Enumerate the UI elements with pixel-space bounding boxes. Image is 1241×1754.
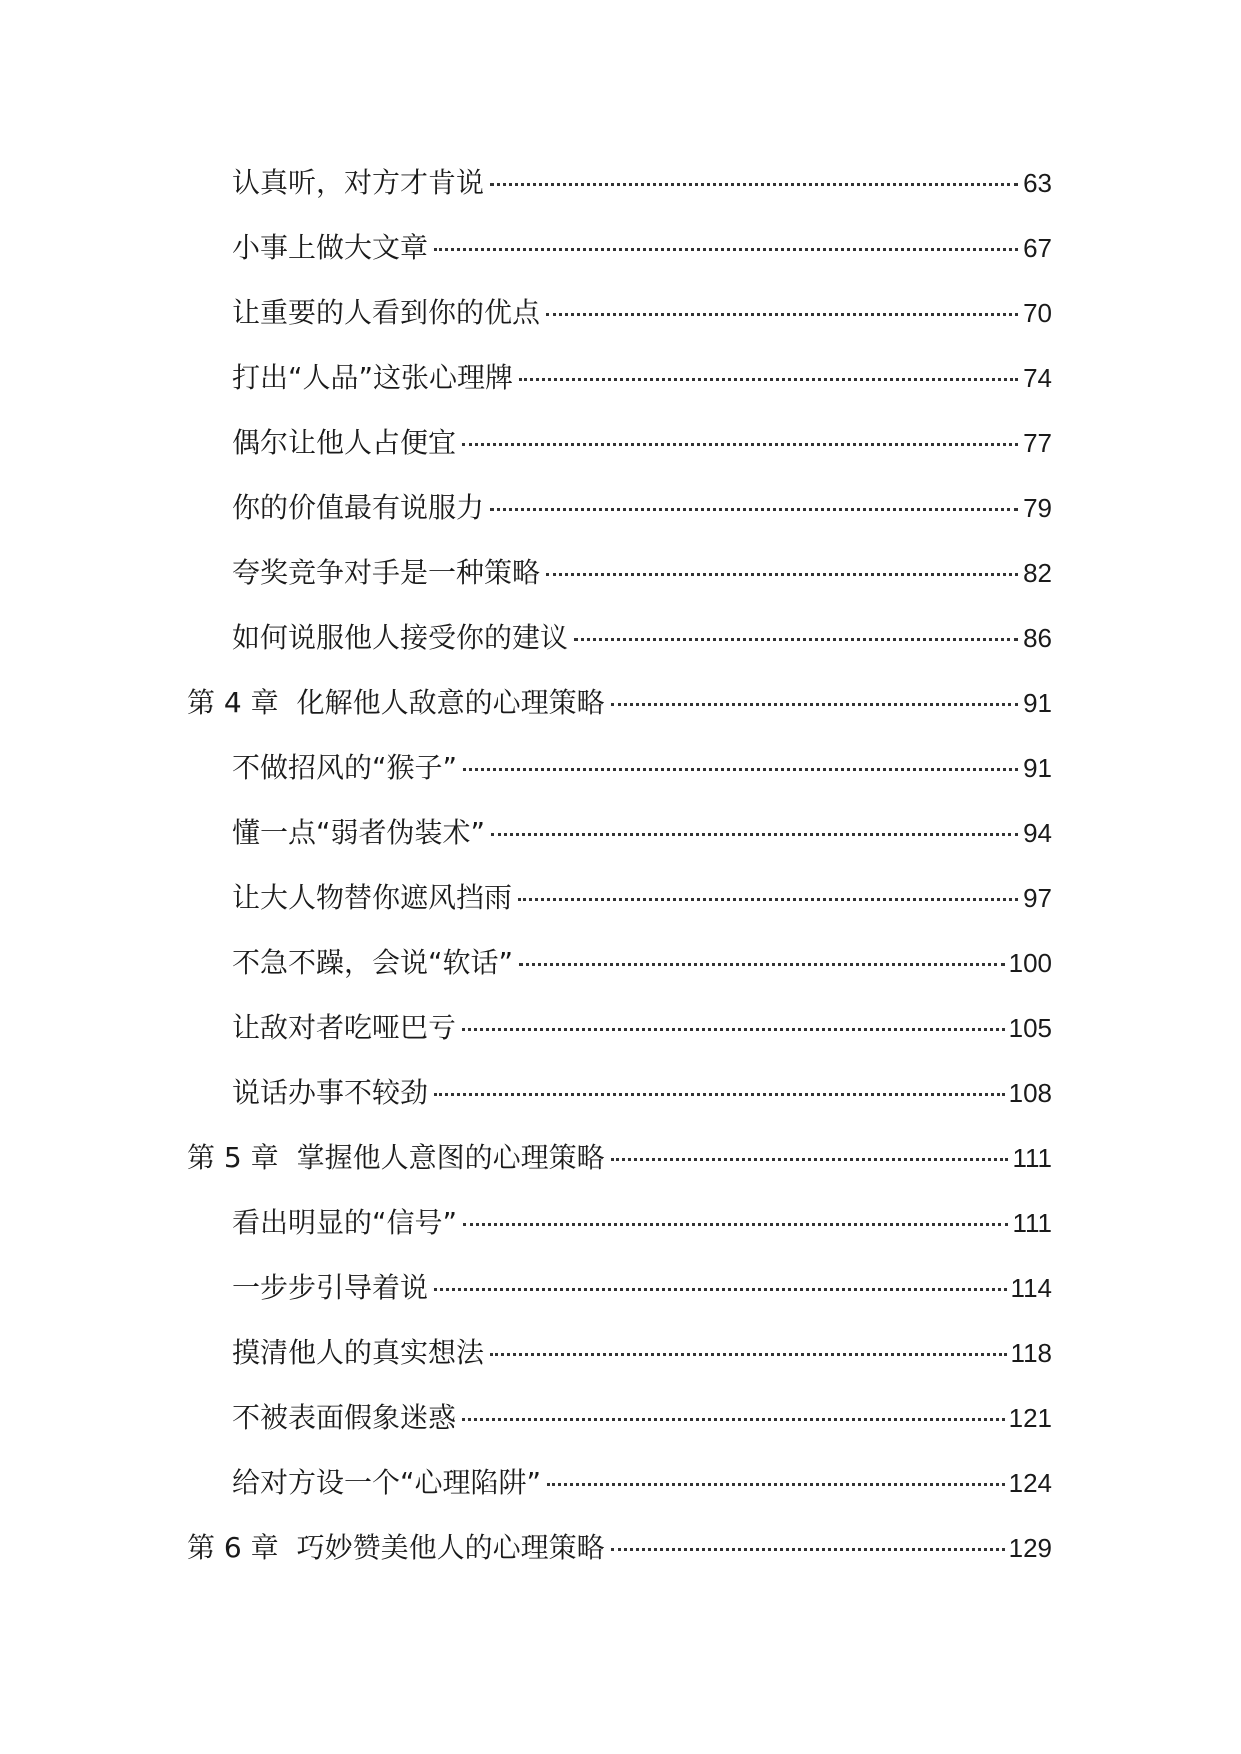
toc-section-entry[interactable] — [0, 410, 1241, 475]
toc-section-entry[interactable] — [0, 1190, 1241, 1255]
dot-leader — [546, 573, 1018, 576]
dot-leader — [546, 313, 1018, 316]
toc-section-entry[interactable] — [0, 800, 1241, 865]
chapter-number: 第 4 章 — [187, 686, 279, 719]
dot-leader — [611, 1548, 1005, 1551]
toc-entry-title: 看出明显的“信号” — [232, 1206, 458, 1239]
toc-page-number: 77 — [1023, 428, 1052, 458]
chapter-number: 第 5 章 — [187, 1141, 279, 1174]
toc-page-number: 121 — [1008, 1403, 1052, 1433]
dot-leader — [519, 378, 1018, 381]
toc-page-number: 91 — [1023, 753, 1052, 783]
dot-leader — [518, 898, 1018, 901]
toc-entry-title: 打出“人品”这张心理牌 — [232, 361, 514, 394]
toc-section-entry[interactable] — [0, 1320, 1241, 1385]
toc-section-entry[interactable] — [0, 1060, 1241, 1125]
toc-entry-title: 让敌对者吃哑巴亏 — [232, 1011, 457, 1044]
dot-leader — [611, 1158, 1009, 1161]
toc-entry-title: 让重要的人看到你的优点 — [232, 296, 541, 329]
toc-entry-title: 掌握他人意图的心理策略 — [296, 1141, 605, 1174]
toc-page-number: 70 — [1023, 298, 1052, 328]
toc-entry-title: 懂一点“弱者伪装术” — [232, 816, 486, 849]
toc-section-entry[interactable] — [0, 735, 1241, 800]
toc-page-number: 94 — [1023, 818, 1052, 848]
toc-page-number: 105 — [1008, 1013, 1052, 1043]
toc-page-number: 100 — [1008, 948, 1052, 978]
dot-leader — [434, 1288, 1007, 1291]
toc-entry-title: 偶尔让他人占便宜 — [232, 426, 457, 459]
dot-leader — [434, 248, 1018, 251]
toc-page-number: 124 — [1008, 1468, 1052, 1498]
dot-leader — [434, 1093, 1005, 1096]
toc-entry-title: 不做招风的“猴子” — [232, 751, 458, 784]
toc-chapter-entry[interactable] — [0, 1125, 1241, 1190]
toc-entry-title: 夸奖竞争对手是一种策略 — [232, 556, 541, 589]
toc-page-number: 67 — [1023, 233, 1052, 263]
toc-entry-title: 巧妙赞美他人的心理策略 — [296, 1531, 605, 1564]
toc-section-entry[interactable] — [0, 345, 1241, 410]
toc-section-entry[interactable] — [0, 280, 1241, 345]
dot-leader — [490, 508, 1018, 511]
toc-page-number: 86 — [1023, 623, 1052, 653]
dot-leader — [574, 638, 1018, 641]
dot-leader — [462, 1028, 1005, 1031]
dot-leader — [462, 1418, 1005, 1421]
dot-leader — [519, 963, 1005, 966]
dot-leader — [611, 703, 1018, 706]
toc-page-number: 111 — [1012, 1208, 1052, 1238]
toc-entry-title: 小事上做大文章 — [232, 231, 429, 264]
toc-entry-title: 给对方设一个“心理陷阱” — [232, 1466, 542, 1499]
toc-section-entry[interactable] — [0, 605, 1241, 670]
toc-section-entry[interactable] — [0, 930, 1241, 995]
toc-entry-title: 说话办事不较劲 — [232, 1076, 429, 1109]
toc-page-number: 91 — [1023, 688, 1052, 718]
toc-section-entry[interactable] — [0, 150, 1241, 215]
toc-page-number: 63 — [1023, 168, 1052, 198]
toc-section-entry[interactable] — [0, 995, 1241, 1060]
toc-section-entry[interactable] — [0, 1385, 1241, 1450]
toc-page-number: 114 — [1010, 1273, 1052, 1303]
dot-leader — [490, 1353, 1007, 1356]
toc-page-number: 82 — [1023, 558, 1052, 588]
toc-section-entry[interactable] — [0, 1450, 1241, 1515]
dot-leader — [463, 768, 1018, 771]
toc-entry-title: 化解他人敌意的心理策略 — [296, 686, 605, 719]
dot-leader — [463, 1223, 1008, 1226]
table-of-contents — [0, 150, 1241, 1580]
dot-leader — [491, 833, 1018, 836]
toc-section-entry[interactable] — [0, 215, 1241, 280]
toc-page-number: 111 — [1012, 1143, 1052, 1173]
toc-page-number: 97 — [1023, 883, 1052, 913]
toc-chapter-entry[interactable] — [0, 670, 1241, 735]
toc-page-number: 108 — [1008, 1078, 1052, 1108]
chapter-number: 第 6 章 — [187, 1531, 279, 1564]
toc-entry-title: 摸清他人的真实想法 — [232, 1336, 485, 1369]
toc-section-entry[interactable] — [0, 475, 1241, 540]
toc-page-number: 129 — [1008, 1533, 1052, 1563]
toc-section-entry[interactable] — [0, 865, 1241, 930]
dot-leader — [490, 183, 1018, 186]
dot-leader — [547, 1483, 1005, 1486]
toc-section-entry[interactable] — [0, 1255, 1241, 1320]
toc-entry-title: 认真听，对方才肯说 — [232, 166, 485, 199]
toc-entry-title: 不被表面假象迷惑 — [232, 1401, 457, 1434]
toc-entry-title: 如何说服他人接受你的建议 — [232, 621, 569, 654]
dot-leader — [462, 443, 1018, 446]
toc-entry-title: 让大人物替你遮风挡雨 — [232, 881, 513, 914]
toc-chapter-entry[interactable] — [0, 1515, 1241, 1580]
toc-entry-title: 不急不躁，会说“软话” — [232, 946, 514, 979]
toc-page-number: 118 — [1010, 1338, 1052, 1368]
toc-entry-title: 一步步引导着说 — [232, 1271, 429, 1304]
toc-entry-title: 你的价值最有说服力 — [232, 491, 485, 524]
toc-page-number: 74 — [1023, 363, 1052, 393]
toc-page-number: 79 — [1023, 493, 1052, 523]
toc-section-entry[interactable] — [0, 540, 1241, 605]
